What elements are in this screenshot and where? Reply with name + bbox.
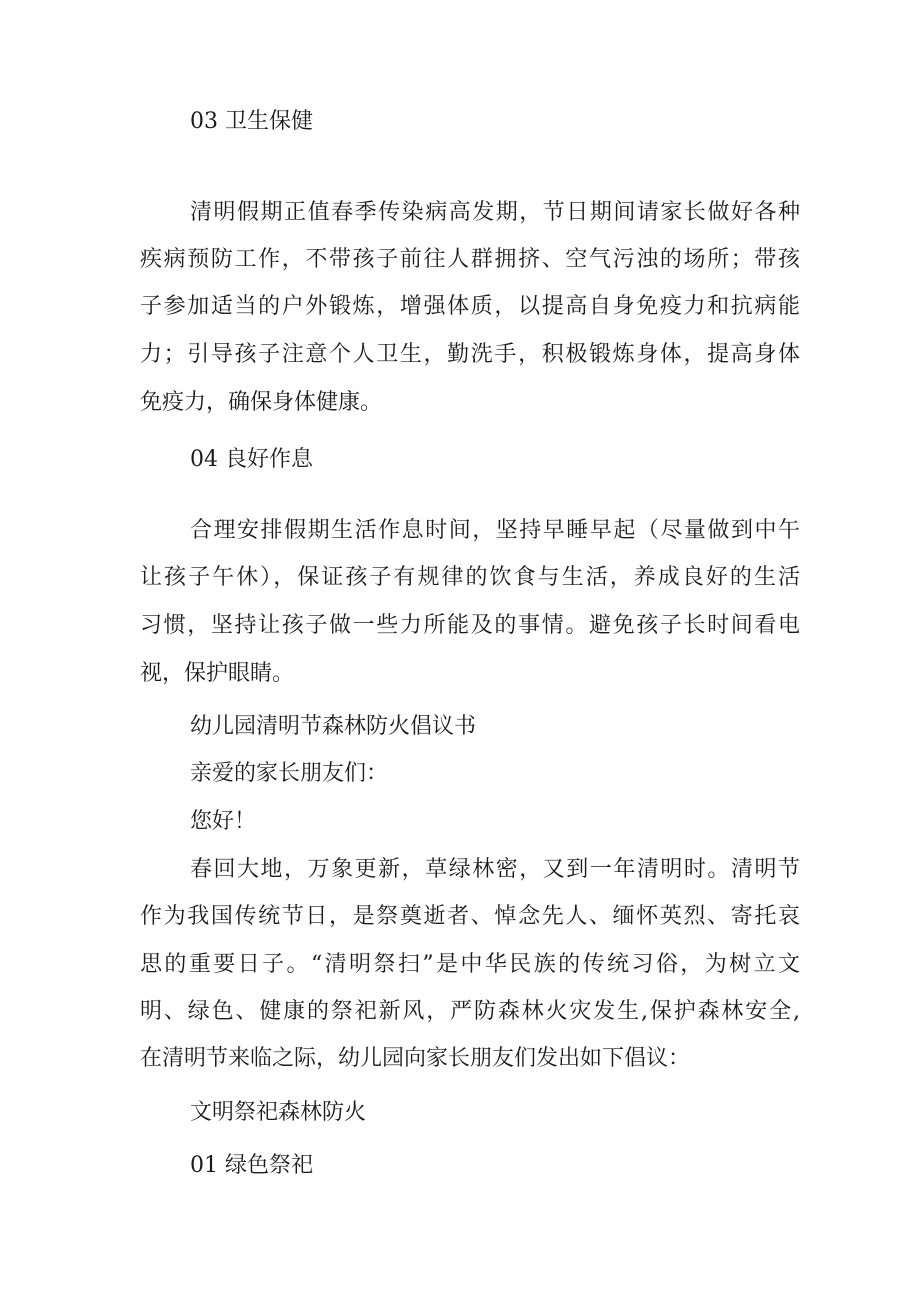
section-04-line-1: 合理安排假期生活作息时间，坚持早睡早起（尽量做到中午: [190, 518, 800, 543]
proposal-greeting: 您好！: [190, 809, 257, 834]
section-03-line-3: 子参加适当的户外锻炼，增强体质，以提高自身免疫力和抗病能: [140, 294, 800, 319]
proposal-subtitle: 文明祭祀森林防火: [190, 1100, 367, 1125]
section-03-heading: 03 卫生保健: [190, 109, 313, 134]
proposal-title: 幼儿园清明节森林防火倡议书: [190, 714, 477, 739]
proposal-intro-line-4: 明、绿色、健康的祭祀新风，严防森林火灾发生,保护森林安全,: [140, 999, 800, 1024]
section-04-line-4: 视，保护眼睛。: [140, 661, 295, 686]
proposal-intro-line-5: 在清明节来临之际，幼儿园向家长朋友们发出如下倡议：: [140, 1046, 691, 1071]
proposal-salutation: 亲爱的家长朋友们：: [190, 761, 389, 786]
proposal-intro-line-1: 春回大地，万象更新，草绿林密，又到一年清明时。清明节: [190, 857, 800, 882]
section-03-line-4: 力；引导孩子注意个人卫生，勤洗手，积极锻炼身体，提高身体: [140, 342, 800, 367]
section-03-line-1: 清明假期正值春季传染病高发期，节日期间请家长做好各种: [190, 200, 800, 225]
section-04-line-2: 让孩子午休），保证孩子有规律的饮食与生活，养成良好的生活: [140, 565, 800, 590]
section-03-line-5: 免疫力，确保身体健康。: [140, 390, 383, 415]
section-04-line-3: 习惯，坚持让孩子做一些力所能及的事情。避免孩子长时间看电: [140, 613, 800, 638]
proposal-intro-line-2: 作为我国传统节日，是祭奠逝者、悼念先人、缅怀英烈、寄托哀: [140, 904, 800, 929]
item-01-heading: 01 绿色祭祀: [190, 1153, 313, 1178]
proposal-intro-line-3: 思的重要日子。“清明祭扫”是中华民族的传统习俗，为树立文: [140, 952, 800, 977]
section-04-heading: 04 良好作息: [190, 447, 313, 472]
section-03-line-2: 疾病预防工作，不带孩子前往人群拥挤、空气污浊的场所；带孩: [140, 247, 800, 272]
